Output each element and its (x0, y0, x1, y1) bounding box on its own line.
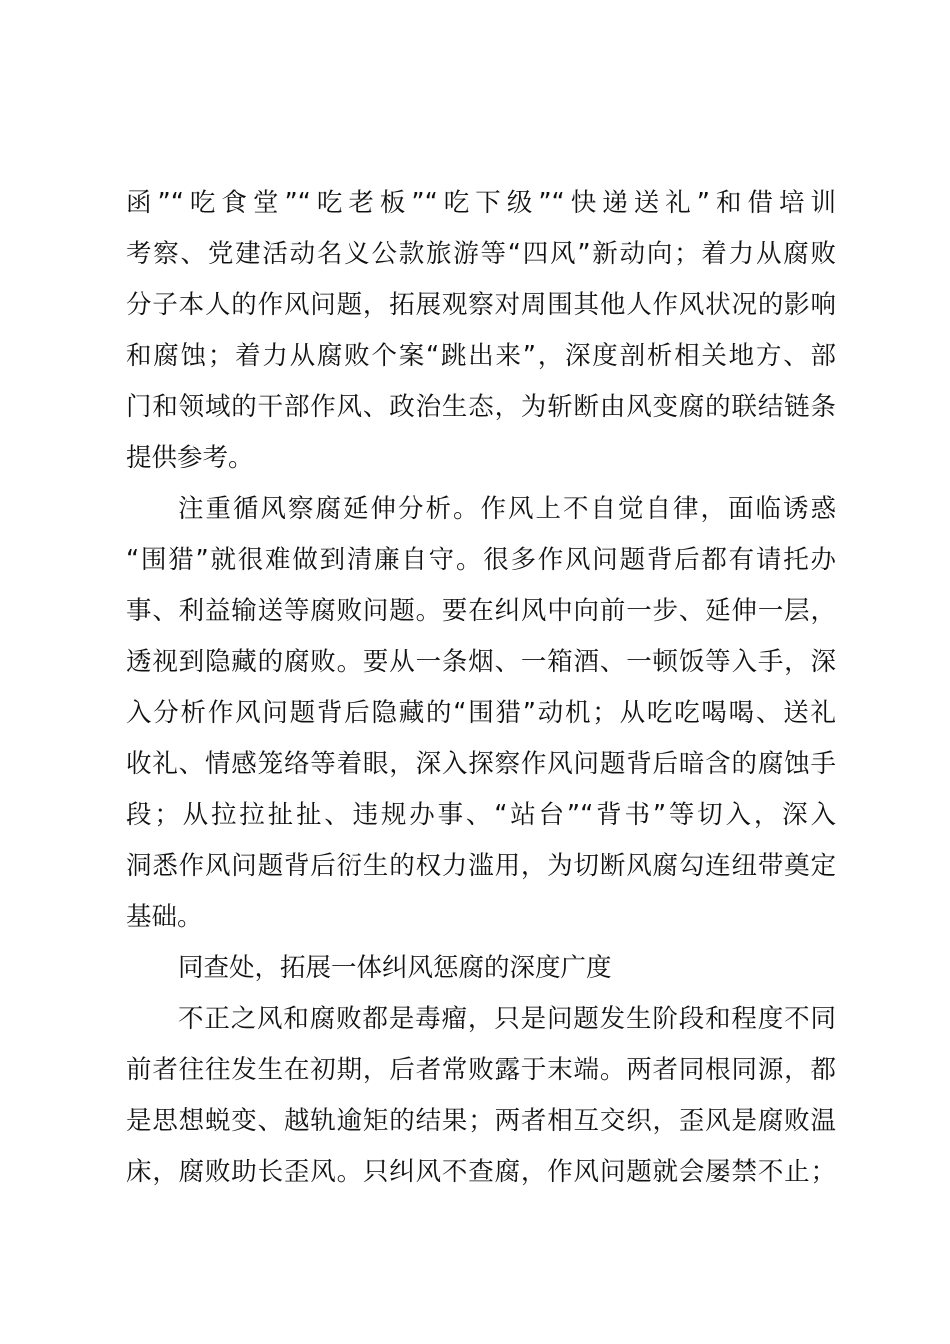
text-line: 提供参考。 (126, 443, 254, 473)
text-line: 是思想蜕变、越轨逾矩的结果；两者相互交织，歪风是腐败温 (126, 1106, 836, 1136)
text-line: 透视到隐藏的腐败。要从一条烟、一箱酒、一顿饭等入手，深 (126, 647, 836, 677)
text-line: “围猎”就很难做到清廉自守。很多作风问题背后都有请托办 (126, 545, 836, 575)
text-line: 事、利益输送等腐败问题。要在纠风中向前一步、延伸一层， (126, 596, 836, 626)
text-line: 入分析作风问题背后隐藏的“围猎”动机；从吃吃喝喝、送礼 (126, 698, 836, 728)
text-line: 函”“吃食堂”“吃老板”“吃下级”“快递送礼”和借培训 (126, 188, 836, 218)
section-heading: 同查处，拓展一体纠风惩腐的深度广度 (178, 953, 612, 983)
text-line: 收礼、情感笼络等着眼，深入探察作风问题背后暗含的腐蚀手 (126, 749, 836, 779)
text-line: 门和领域的干部作风、政治生态，为斩断由风变腐的联结链条 (126, 392, 836, 422)
text-line: 分子本人的作风问题，拓展观察对周围其他人作风状况的影响 (126, 290, 836, 320)
text-line: 考察、党建活动名义公款旅游等“四风”新动向；着力从腐败 (126, 239, 836, 269)
text-line: 基础。 (126, 902, 203, 932)
document-body (126, 178, 836, 1198)
paragraph-start: 不正之风和腐败都是毒瘤，只是问题发生阶段和程度不同 (178, 1004, 836, 1034)
paragraph-heading: 注重循风察腐延伸分析。作风上不自觉自律，面临诱惑 (178, 494, 836, 524)
text-line: 和腐蚀；着力从腐败个案“跳出来”，深度剖析相关地方、部 (126, 341, 836, 371)
text-line: 洞悉作风问题背后衍生的权力滥用，为切断风腐勾连纽带奠定 (126, 851, 836, 881)
text-line: 床，腐败助长歪风。只纠风不查腐，作风问题就会屡禁不止； (126, 1157, 836, 1187)
text-line: 前者往往发生在初期，后者常败露于末端。两者同根同源，都 (126, 1055, 836, 1085)
text-line: 段；从拉拉扯扯、违规办事、“站台”“背书”等切入，深入 (126, 800, 836, 830)
